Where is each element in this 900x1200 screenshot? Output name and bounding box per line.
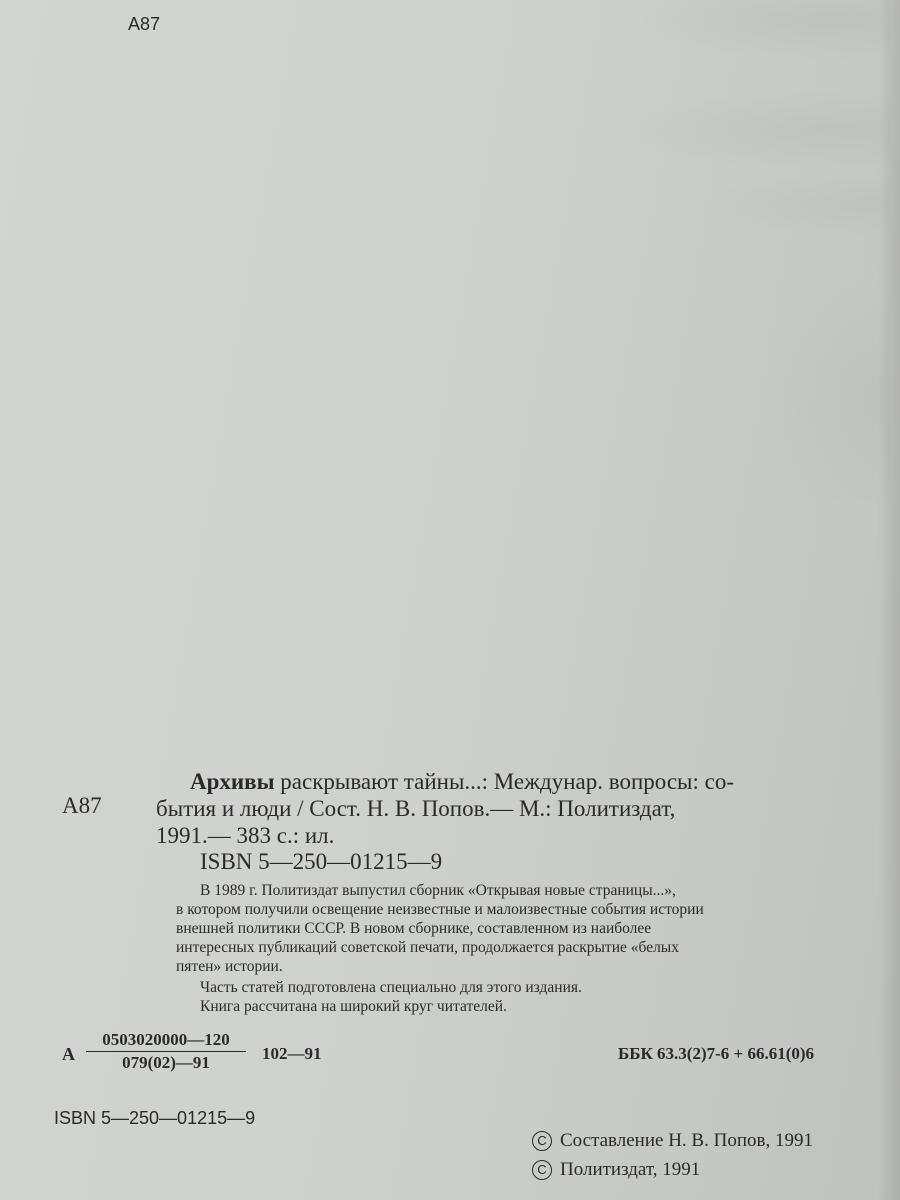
index-denominator: 079(02)—91 [122,1053,210,1072]
bib-isbn: ISBN 5—250—01215—9 [200,849,443,874]
annotation-line: в котором получили освещение неизвестные и малоизвестные события истории [176,901,704,918]
bib-title-bold: Архивы [190,769,275,794]
annotation-line: пятен» истории. [176,958,283,975]
copyright-icon: C [532,1160,552,1180]
copyright-icon: C [532,1131,552,1151]
copyright-text-2: Политиздат, 1991 [560,1159,701,1180]
annotation-line: интересных публикаций советской печати, продолжается раскрытие «белых [176,939,679,956]
copyright-text-1: Составление Н. В. Попов, 1991 [560,1130,813,1151]
isbn-bottom: ISBN 5—250—01215—9 [54,1108,256,1128]
copyright-line-1 [532,1130,813,1152]
bib-line-1-rest: раскрывают тайны...: Междунар. вопросы: со- [280,769,735,794]
annotation-line: В 1989 г. Политиздат выпустил сборник «Открывая новые страницы...», [200,882,676,899]
index-letter: А [62,1044,75,1064]
index-fraction [86,1030,246,1073]
bbk-code: ББК 63.3(2)7-6 + 66.61(0)6 [618,1044,815,1063]
show-through-print [300,0,890,500]
bib-line-2: бытия и люди / Сост. Н. В. Попов.— М.: Политиздат, [156,796,676,821]
index-numerator: 0503020000—120 [86,1030,246,1052]
bib-line-1 [190,769,734,795]
annotation-line: внешней политики СССР. В новом сборнике, составленном из наиболее [176,920,652,937]
order-number: 102—91 [262,1044,322,1063]
annotation-line: Книга рассчитана на широкий круг читателей. [200,998,507,1015]
margin-code: A87 [62,793,102,818]
annotation-line: Часть статей подготовлена специально для этого издания. [200,979,582,996]
page-edge-shadow [878,0,900,1200]
copyright-line-2 [532,1159,700,1181]
bib-line-3: 1991.— 383 с.: ил. [156,823,335,848]
corner-code: A87 [128,14,161,34]
